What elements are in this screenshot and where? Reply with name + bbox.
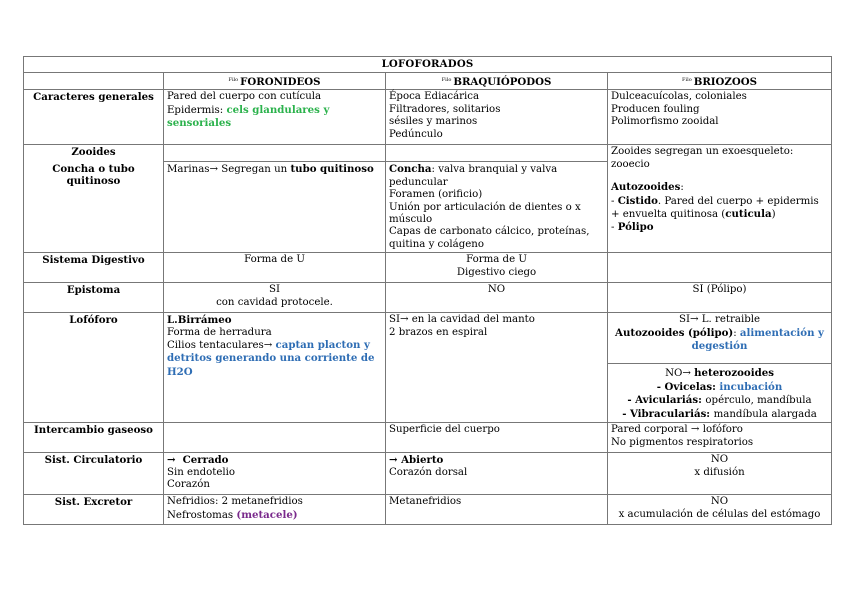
bold-text: → Cerrado bbox=[167, 454, 229, 467]
cell-text: - bbox=[611, 222, 618, 234]
bold-text: Autozooides bbox=[611, 181, 681, 194]
column-header-braquiopodos bbox=[386, 73, 608, 90]
bold-text: Autozooides (pólipo) bbox=[615, 326, 734, 339]
cell-text: NO bbox=[710, 496, 729, 508]
cell-text: x acumulación de células del estómago bbox=[618, 508, 821, 520]
cell-concha-braquiopodos bbox=[386, 162, 608, 253]
cell-text: SI→ en la cavidad del manto bbox=[389, 314, 535, 326]
bold-text: Cistido bbox=[617, 194, 658, 207]
cell-text: SI bbox=[268, 284, 280, 296]
cell-text: Época Ediacárica bbox=[389, 91, 480, 103]
cell-text: Nefridios: 2 metanefridios bbox=[167, 496, 303, 508]
table-row bbox=[24, 253, 832, 283]
table-row bbox=[24, 423, 832, 453]
column-header-briozoos bbox=[608, 73, 832, 90]
cell-intercambio-braquiopodos: Superficie del cuerpo bbox=[386, 423, 608, 453]
bold-text: Concha bbox=[389, 163, 432, 176]
cell-text: Polimorfismo zooidal bbox=[611, 116, 719, 128]
cell-digestivo-braquiopodos bbox=[386, 253, 608, 283]
row-header-label: Zooides bbox=[71, 146, 116, 159]
table-title: LOFOFORADOS bbox=[24, 57, 832, 73]
row-header-intercambio: Intercambio gaseoso bbox=[24, 423, 164, 453]
row-header-digestivo: Sistema Digestivo bbox=[24, 253, 164, 283]
cell-text: : bbox=[733, 327, 740, 339]
cell-digestivo-briozoos bbox=[608, 253, 832, 283]
cell-text: con cavidad protocele. bbox=[216, 296, 333, 308]
cell-zooides-braquiopodos bbox=[386, 145, 608, 162]
bold-text: Pólipo bbox=[617, 221, 654, 234]
cell-text: NO bbox=[710, 454, 729, 466]
cell-circulatorio-braquiopodos bbox=[386, 453, 608, 495]
cell-text: Filtradores, solitarios bbox=[389, 103, 501, 115]
column-header-foronideos bbox=[164, 73, 386, 90]
cell-lofoforo-braquiopodos bbox=[386, 313, 608, 423]
cell-text: Forma de U bbox=[466, 254, 527, 266]
table-row bbox=[24, 145, 832, 162]
header-empty-cell bbox=[24, 73, 164, 90]
cell-caracteres-braquiopodos bbox=[386, 90, 608, 145]
cell-text: Pared del cuerpo con cutícula bbox=[167, 91, 322, 103]
row-header-caracteres: Caracteres generales bbox=[24, 90, 164, 145]
cell-text: Sin endotelio bbox=[167, 466, 236, 478]
cell-intercambio-briozoos bbox=[608, 423, 832, 453]
cell-caracteres-foronideos bbox=[164, 90, 386, 145]
cell-excretor-foronideos bbox=[164, 495, 386, 525]
cell-text: Epidermis: bbox=[167, 104, 227, 116]
cell-excretor-briozoos bbox=[608, 495, 832, 525]
cell-text: : bbox=[680, 182, 684, 194]
filo-superscript: Filo bbox=[682, 77, 692, 83]
cell-text: sésiles y marinos bbox=[389, 116, 478, 128]
cell-text: Producen fouling bbox=[611, 103, 700, 115]
cell-lofoforo-briozoos bbox=[608, 313, 832, 423]
cell-concha-foronideos bbox=[164, 162, 386, 253]
cell-text: No pigmentos respiratorios bbox=[611, 436, 754, 448]
cell-lofoforo-foronideos bbox=[164, 313, 386, 423]
bold-text: tubo quitinoso bbox=[290, 163, 374, 176]
highlight-text: incubación bbox=[719, 380, 783, 393]
cell-text: Capas de carbonato cálcico, proteínas, quitina y colágeno bbox=[389, 226, 593, 250]
column-header-label: BRAQUIÓPODOS bbox=[453, 76, 552, 88]
bold-text: L.Birrámeo bbox=[167, 314, 232, 327]
cell-text: Digestivo ciego bbox=[456, 266, 537, 278]
row-header-excretor: Sist. Excretor bbox=[24, 495, 164, 525]
row-header-lofoforo: Lofóforo bbox=[24, 313, 164, 423]
row-header-circulatorio: Sist. Circulatorio bbox=[24, 453, 164, 495]
highlight-text: captan placton y detritos generando una corriente de H2O bbox=[167, 339, 375, 378]
cell-text: Cilios tentaculares→ bbox=[167, 340, 276, 352]
cell-text: - bbox=[611, 195, 618, 207]
cell-text: mandíbula alargada bbox=[713, 408, 817, 420]
bold-text: - Vibraculariás: bbox=[622, 407, 714, 420]
cell-excretor-braquiopodos: Metanefridios bbox=[386, 495, 608, 525]
cell-circulatorio-foronideos bbox=[164, 453, 386, 495]
row-header-epistoma: Epistoma bbox=[24, 283, 164, 313]
row-header-zooides bbox=[24, 145, 164, 253]
cell-text: Unión por articulación de dientes o x músculo bbox=[389, 201, 585, 226]
table-row bbox=[24, 313, 832, 423]
cell-text: Corazón bbox=[167, 479, 210, 491]
column-header-label: BRIOZOOS bbox=[693, 76, 757, 88]
cell-text: . Pared del cuerpo + epidermis + envuelta quitinosa ( bbox=[611, 195, 823, 221]
cell-text: Marinas→ Segregan un bbox=[167, 164, 291, 176]
cell-text: : valva branquial y valva peduncular bbox=[389, 164, 561, 188]
highlight-text: (metacele) bbox=[236, 508, 298, 521]
highlight-text: cels glandulares y sensoriales bbox=[167, 103, 330, 130]
bold-text: - Aviculariás: bbox=[627, 394, 706, 407]
cell-intercambio-foronideos bbox=[164, 423, 386, 453]
bold-text: heterozooides bbox=[694, 367, 774, 380]
cell-text: 2 brazos en espiral bbox=[389, 326, 488, 338]
cell-text: Pedúnculo bbox=[389, 128, 443, 140]
highlight-text: alimentación y degestión bbox=[691, 326, 828, 353]
cell-caracteres-briozoos bbox=[608, 90, 832, 145]
cell-epistoma-foronideos bbox=[164, 283, 386, 313]
cell-text: Dulceacuícolas, coloniales bbox=[611, 91, 747, 103]
table-row bbox=[24, 453, 832, 495]
cell-text: ) bbox=[771, 209, 776, 221]
cell-text: SI→ L. retraible bbox=[678, 314, 761, 326]
cell-zooides-foronideos bbox=[164, 145, 386, 162]
cell-digestivo-foronideos: Forma de U bbox=[164, 253, 386, 283]
cell-epistoma-briozoos: SI (Pólipo) bbox=[608, 283, 832, 313]
cell-text: Pared corporal → lofóforo bbox=[611, 424, 743, 436]
filo-superscript: Filo bbox=[441, 77, 452, 83]
cell-text: Nefrostomas bbox=[167, 509, 237, 521]
cell-text: NO→ bbox=[665, 368, 695, 380]
table-row bbox=[24, 90, 832, 145]
column-header-label: FORONIDEOS bbox=[240, 76, 321, 88]
lofoforo-briozoos-subcell bbox=[608, 363, 831, 421]
cell-text: Zooides segregan un exoesqueleto: bbox=[611, 146, 794, 158]
filo-superscript: Filo bbox=[228, 77, 239, 83]
bold-text: - Ovicelas: bbox=[656, 380, 720, 393]
cell-text: Forma de herradura bbox=[167, 326, 272, 338]
bold-text: → Abierto bbox=[389, 454, 444, 467]
cell-text: Foramen (orificio) bbox=[389, 189, 483, 201]
row-header-label: Concha o tubo quitinoso bbox=[52, 162, 139, 188]
cell-text: x difusión bbox=[694, 466, 745, 478]
bold-text: cuticula bbox=[725, 208, 772, 221]
cell-zooides-briozoos bbox=[608, 145, 832, 253]
cell-text: zooecio bbox=[611, 158, 650, 170]
cell-epistoma-braquiopodos: NO bbox=[386, 283, 608, 313]
cell-circulatorio-briozoos bbox=[608, 453, 832, 495]
table-row bbox=[24, 283, 832, 313]
table-row bbox=[24, 495, 832, 525]
cell-text: opérculo, mandíbula bbox=[705, 395, 812, 407]
lofoforados-table bbox=[23, 56, 832, 525]
cell-text: Corazón dorsal bbox=[389, 466, 468, 478]
